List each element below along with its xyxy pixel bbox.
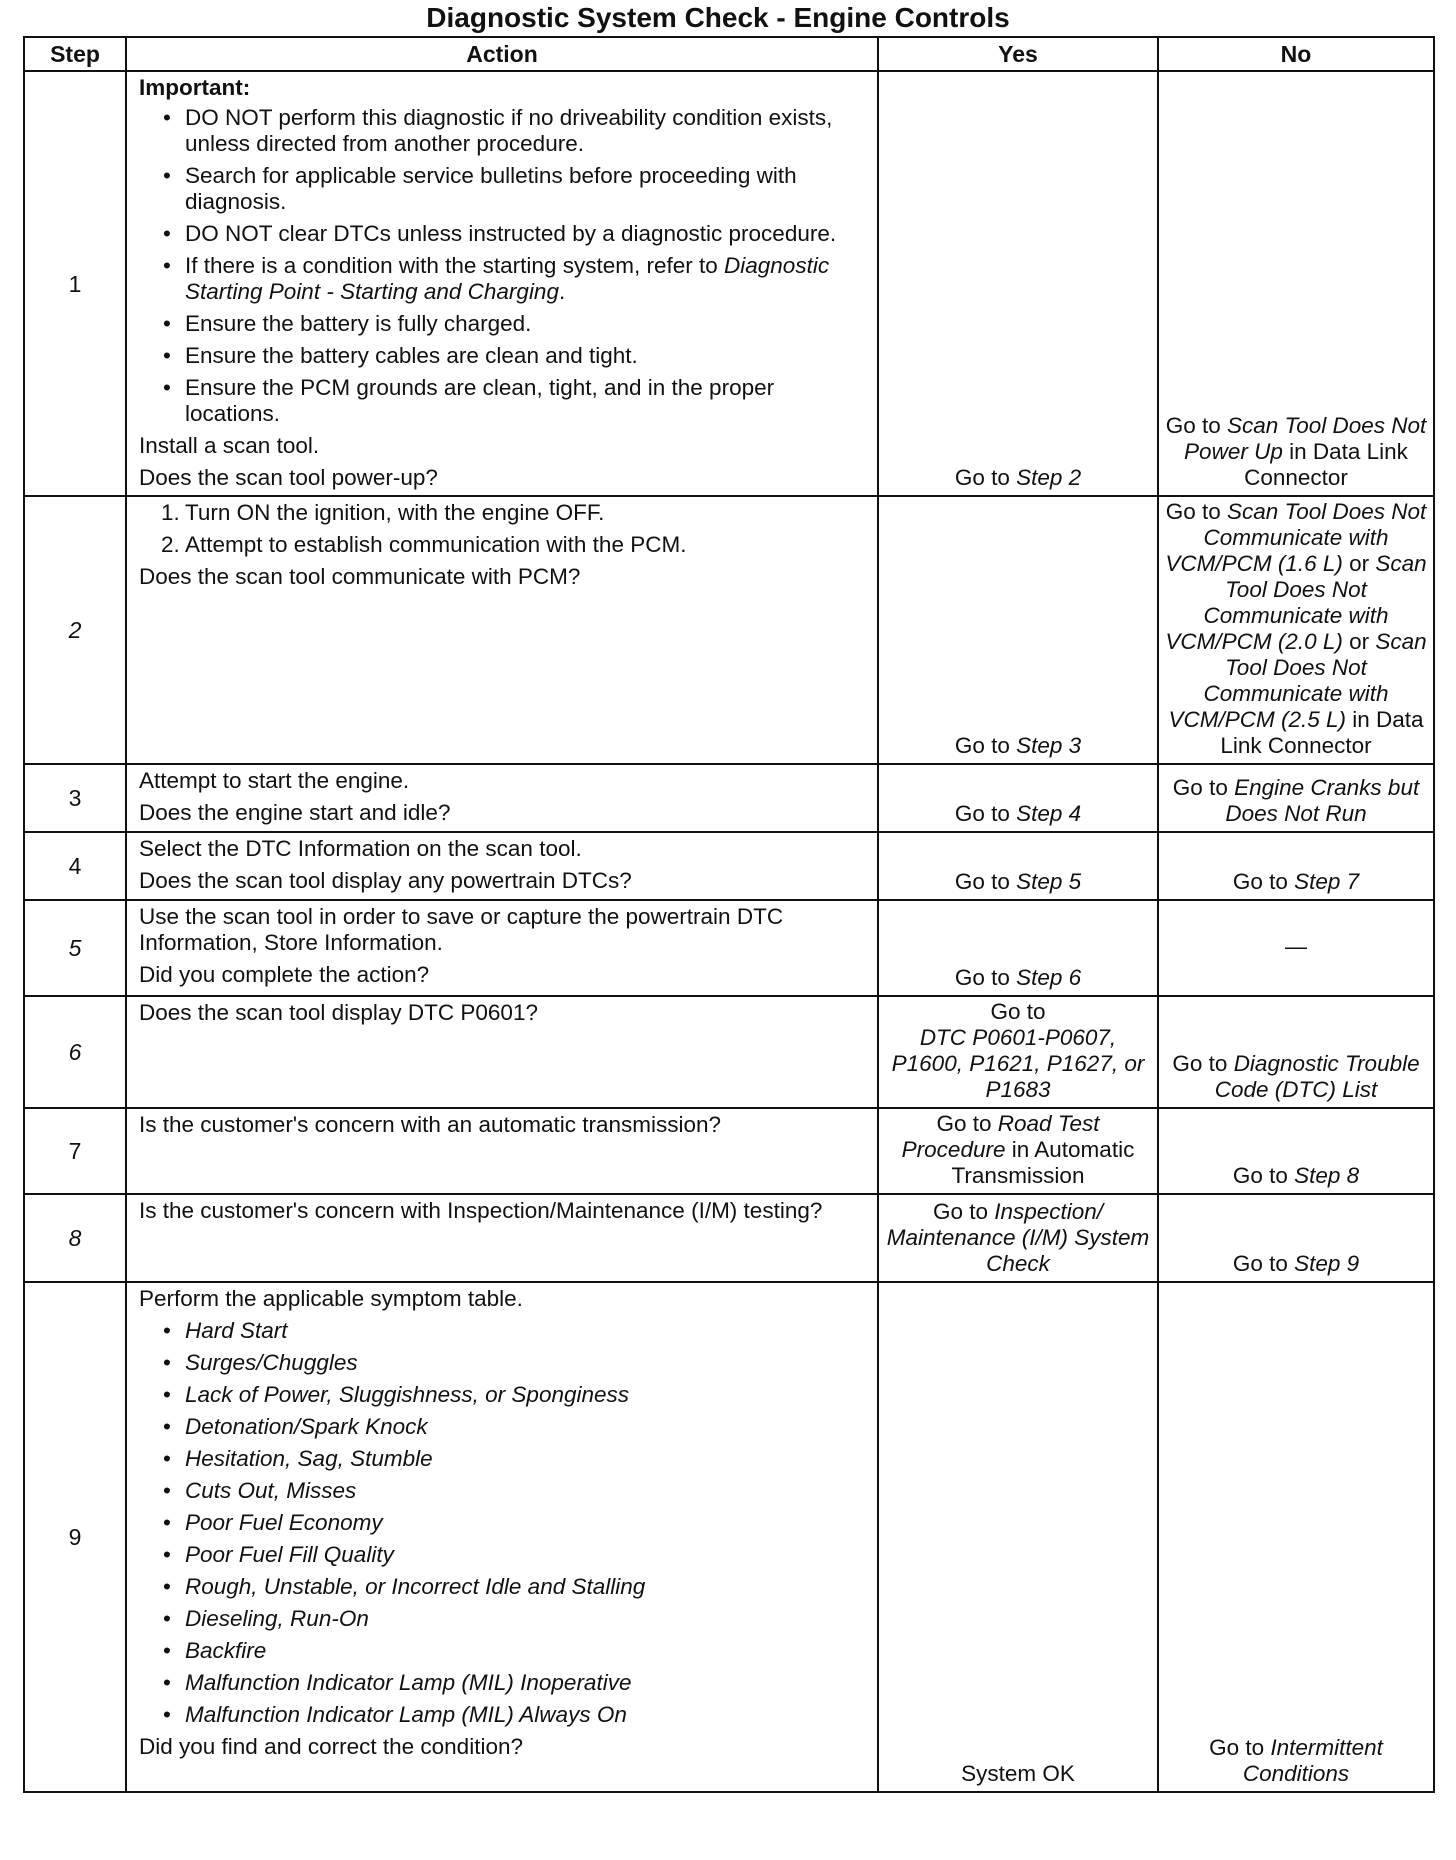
list-item: • Ensure the battery cables are clean and tight. [139,343,869,369]
step-number: 1 [24,71,126,496]
list-item: • Ensure the PCM grounds are clean, tight, and in the proper locations. [139,375,869,427]
table-row [24,1194,1434,1282]
symptom-link: Backfire [185,1638,267,1663]
yes-cell [878,1282,1158,1792]
question-text: Does the scan tool display DTC P0601? [139,1000,538,1025]
diagnostic-table [23,36,1435,1793]
symptom-link: Malfunction Indicator Lamp (MIL) Inoperative [185,1670,632,1695]
symptom-link: Poor Fuel Economy [185,1510,383,1535]
yes-cell [878,496,1158,764]
no-prefix: Go to [1232,1251,1288,1276]
table-row [24,900,1434,996]
yes-reference: Step 3 [1016,733,1082,758]
no-reference: Step 8 [1294,1163,1360,1188]
yes-cell [878,1108,1158,1194]
question-text: Is the customer's concern with an automatic transmission? [139,1112,722,1137]
list-item [139,1670,869,1696]
yes-cell [878,764,1158,832]
no-prefix: Go to [1232,1163,1288,1188]
list-item [139,500,869,526]
action-cell [126,1194,878,1282]
question-text: Did you complete the action? [139,962,430,987]
no-reference: Scan Tool Does Not Communicate with VCM/PCM (2.0 L) [1165,551,1427,654]
instruction-text: Select the DTC Information on the scan tool. [139,836,582,861]
yes-prefix: Go to [954,965,1010,990]
bullet-end: . [558,279,566,304]
yes-prefix: Go to [954,465,1010,490]
list-item [139,532,869,558]
yes-cell [878,71,1158,496]
no-cell [1158,1194,1434,1282]
step-number: 2 [24,496,126,764]
no-cell [1158,71,1434,496]
step-index: 1. [161,500,180,525]
table-row [24,1282,1434,1792]
no-cell [1158,996,1434,1108]
list-item: • DO NOT clear DTCs unless instructed by a diagnostic procedure. [139,221,869,247]
table-row [24,71,1434,496]
no-reference: Scan Tool Does Not Power Up [1184,413,1427,464]
yes-prefix: Go to [936,1111,992,1136]
header-yes: Yes [878,37,1158,71]
question-text: Does the scan tool display any powertrain DTCs? [139,868,632,893]
list-item [139,1318,869,1344]
step-number: 6 [24,996,126,1108]
or-text: or [1349,629,1370,654]
header-step: Step [24,37,126,71]
symptom-link: Malfunction Indicator Lamp (MIL) Always On [185,1702,627,1727]
numbered-steps [139,500,869,558]
yes-reference: Step 5 [1016,869,1082,894]
no-cell [1158,900,1434,996]
no-reference: Diagnostic Trouble Code (DTC) List [1214,1051,1420,1102]
yes-reference: DTC P0601-P0607, P1600, P1621, P1627, or P1683 [891,1025,1145,1102]
table-row [24,996,1434,1108]
no-reference: Engine Cranks but Does Not Run [1225,775,1420,826]
yes-reference: Step 4 [1016,801,1082,826]
list-item [139,1478,869,1504]
important-label: Important: [139,75,251,100]
action-cell [126,71,878,496]
list-item [139,1414,869,1440]
question-text: Is the customer's concern with Inspection/Maintenance (I/M) testing? [139,1198,823,1223]
no-reference: Step 7 [1294,869,1360,894]
table-row [24,764,1434,832]
list-item: • DO NOT perform this diagnostic if no driveability condition exists, unless directed from another procedure. [139,105,869,157]
yes-reference: Step 2 [1016,465,1082,490]
no-reference: Scan Tool Does Not Communicate with VCM/PCM (1.6 L) [1165,499,1427,576]
no-cell [1158,1108,1434,1194]
symptom-link: Lack of Power, Sluggishness, or Sponginess [185,1382,630,1407]
yes-prefix: Go to [954,733,1010,758]
list-item [139,1350,869,1376]
list-item: • Search for applicable service bulletins before proceeding with diagnosis. [139,163,869,215]
important-list [139,105,869,427]
no-cell [1158,832,1434,900]
no-prefix: Go to [1172,1051,1228,1076]
symptom-link: Detonation/Spark Knock [185,1414,428,1439]
question-text: Does the engine start and idle? [139,800,451,825]
symptom-link: Hard Start [185,1318,288,1343]
page-title: Diagnostic System Check - Engine Controls [426,2,1010,33]
header-no: No [1158,37,1434,71]
symptom-link: Surges/Chuggles [185,1350,358,1375]
no-suffix: in Data Link Connector [1244,439,1408,490]
yes-cell [878,996,1158,1108]
header-action: Action [126,37,878,71]
step-number: 4 [24,832,126,900]
instruction-text: Install a scan tool. [139,433,320,458]
yes-prefix: Go to [990,999,1046,1024]
list-item [139,1446,869,1472]
instruction-text: Attempt to start the engine. [139,768,410,793]
list-item [139,1606,869,1632]
list-item [139,253,869,305]
action-cell [126,832,878,900]
yes-text: System OK [961,1761,1075,1786]
instruction-text: Perform the applicable symptom table. [139,1286,523,1311]
bullet-text: If there is a condition with the starting system, refer to [185,253,718,278]
question-text: Does the scan tool power-up? [139,465,438,490]
question-text: Did you find and correct the condition? [139,1734,523,1759]
action-cell [126,900,878,996]
step-number: 3 [24,764,126,832]
yes-reference: Step 6 [1016,965,1082,990]
step-number: 7 [24,1108,126,1194]
no-cell [1158,496,1434,764]
question-text: Does the scan tool communicate with PCM? [139,564,581,589]
or-text: or [1349,551,1370,576]
no-reference: Scan Tool Does Not Communicate with VCM/PCM (2.5 L) [1168,629,1427,732]
step-text: Turn ON the ignition, with the engine OFF. [185,500,605,525]
action-cell [126,1282,878,1792]
no-prefix: Go to [1232,869,1288,894]
yes-cell [878,832,1158,900]
yes-suffix: in Automatic Transmission [951,1137,1135,1188]
no-prefix: Go to [1209,1735,1265,1760]
symptom-list [139,1318,869,1728]
yes-prefix: Go to [954,801,1010,826]
list-item [139,1382,869,1408]
no-dash: — [1285,934,1307,959]
list-item [139,1638,869,1664]
table-row [24,832,1434,900]
step-text: Attempt to establish communication with the PCM. [185,532,687,557]
yes-reference: Road Test Procedure [901,1111,1100,1162]
yes-cell [878,900,1158,996]
symptom-link: Poor Fuel Fill Quality [185,1542,394,1567]
action-cell [126,1108,878,1194]
step-number: 5 [24,900,126,996]
list-item: • Ensure the battery is fully charged. [139,311,869,337]
yes-cell [878,1194,1158,1282]
action-cell [126,996,878,1108]
no-prefix: Go to [1165,499,1221,524]
symptom-link: Rough, Unstable, or Incorrect Idle and Stalling [185,1574,646,1599]
action-cell [126,496,878,764]
step-number: 9 [24,1282,126,1792]
no-reference: Intermittent Conditions [1242,1735,1383,1786]
list-item [139,1510,869,1536]
no-prefix: Go to [1165,413,1221,438]
step-index: 2. [161,532,180,557]
symptom-link: Dieseling, Run-On [185,1606,369,1631]
no-suffix: in Data Link Connector [1220,707,1424,758]
list-item [139,1702,869,1728]
table-row [24,1108,1434,1194]
yes-reference: Inspection/ Maintenance (I/M) System Check [886,1199,1150,1276]
action-cell [126,764,878,832]
instruction-text: Use the scan tool in order to save or capture the powertrain DTC Information, Store Information. [139,904,784,955]
no-cell [1158,764,1434,832]
table-row [24,496,1434,764]
symptom-link: Cuts Out, Misses [185,1478,357,1503]
no-prefix: Go to [1172,775,1228,800]
step-number: 8 [24,1194,126,1282]
no-cell [1158,1282,1434,1792]
no-reference: Step 9 [1294,1251,1360,1276]
yes-prefix: Go to [954,869,1010,894]
list-item [139,1574,869,1600]
list-item [139,1542,869,1568]
yes-prefix: Go to [932,1199,988,1224]
table-header-row [24,37,1434,71]
symptom-link: Hesitation, Sag, Stumble [185,1446,433,1471]
cross-reference: Diagnostic Starting Point - Starting and Charging [185,253,830,304]
